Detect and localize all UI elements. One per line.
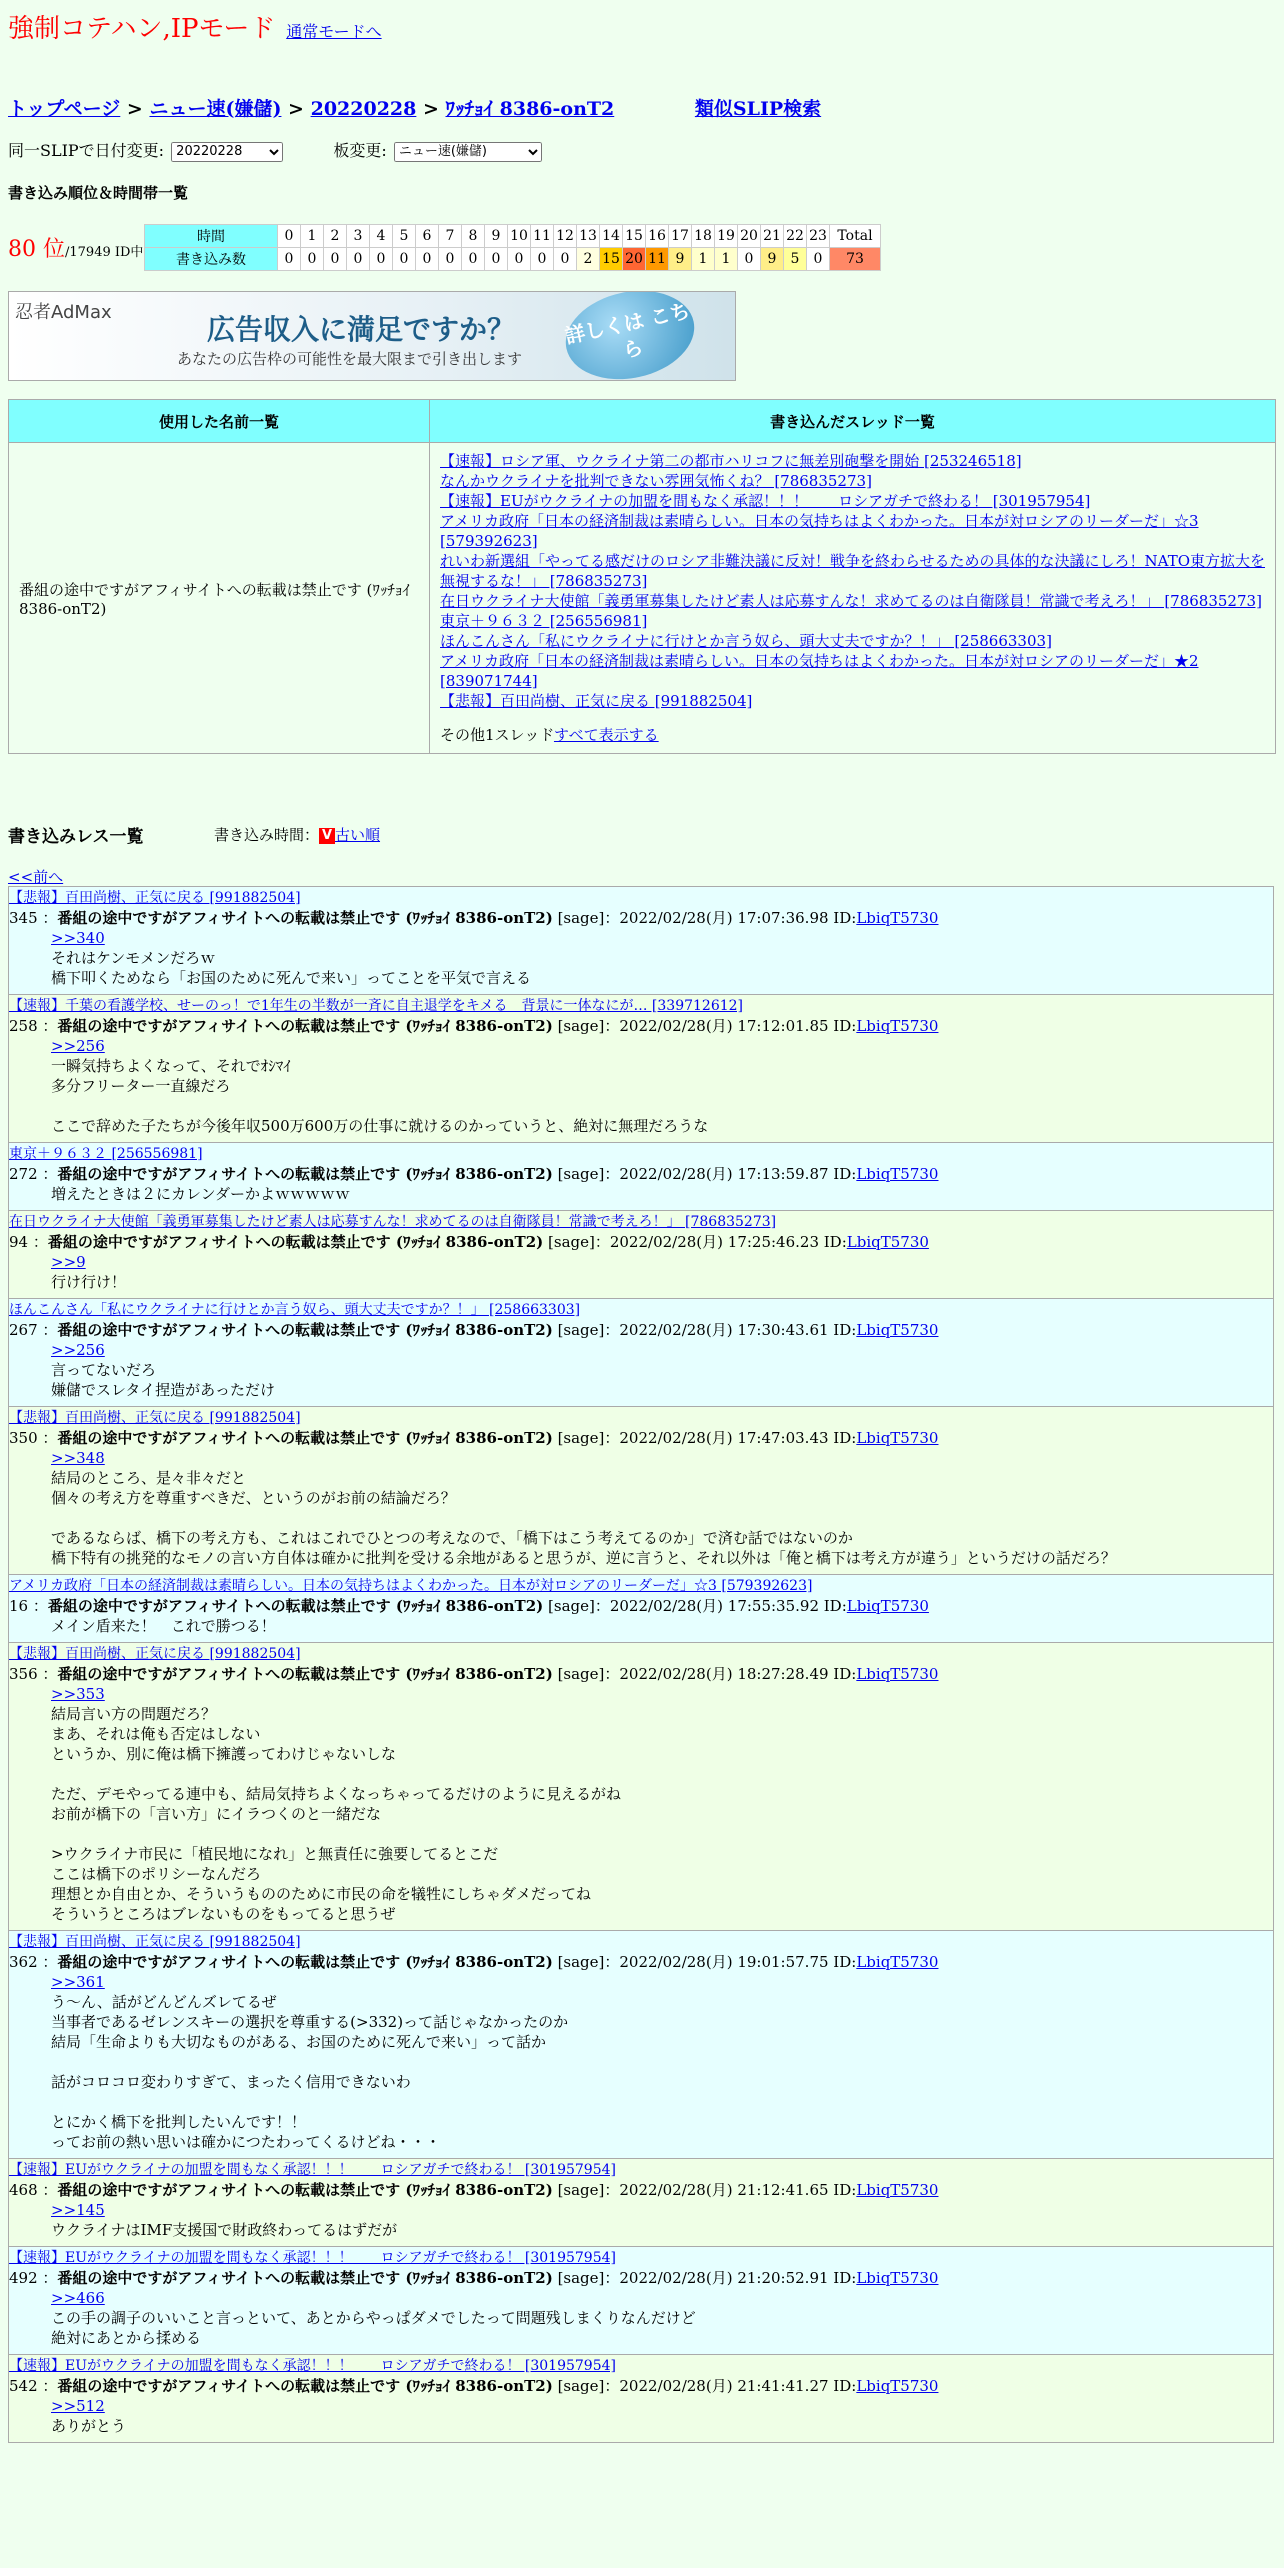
post-thread-link[interactable]: アメリカ政府「日本の経済制裁は素晴らしい。日本の気持ちはよくわかった。日本が対ロシアのリーダーだ」☆3 [579392623] [9, 1578, 813, 1594]
post-id-link[interactable]: LbiqT5730 [856, 1165, 939, 1183]
post-author: 番組の途中ですがアフィサイトへの転載は禁止です (ﾜｯﾁｮｲ 8386-onT2) [47, 1233, 544, 1251]
count-cell: 1 [692, 248, 715, 271]
thread-link[interactable]: 【速報】ロシア軍、ウクライナ第二の都市ハリコフに無差別砲撃を開始 [253246518] [440, 452, 1022, 470]
thread-link[interactable]: アメリカ政府「日本の経済制裁は素晴らしい。日本の気持ちはよくわかった。日本が対ロシアのリーダーだ」★2 [839071744] [440, 652, 1199, 690]
post-thread-link[interactable]: 【速報】EUがウクライナの加盟を間もなく承認！！！ ロシアガチで終わる！ [301957954] [9, 2358, 616, 2374]
post-body: 一瞬気持ちよくなって、それでｵｼﾏｲ 多分フリーター一直線だろ ここで辞めた子たちが今後年収500万600万の仕事に就けるのかっていうと、絶対に無理だろうな [51, 1057, 709, 1135]
post-item [8, 1142, 1274, 1211]
ranking-heading: 書き込み順位＆時間帯一覧 [8, 184, 189, 202]
count-cell: 0 [324, 248, 347, 271]
hour-table [8, 224, 881, 271]
post-author: 番組の途中ですがアフィサイトへの転載は禁止です (ﾜｯﾁｮｲ 8386-onT2) [57, 2269, 553, 2287]
post-id-link[interactable]: LbiqT5730 [856, 2377, 939, 2395]
post-header: 267 ：番組の途中ですがアフィサイトへの転載は禁止です (ﾜｯﾁｮｲ 8386-onT2) [sage]：2022/02/28(月) 17:30:43.61 ID:LbiqT5730 [9, 1321, 939, 1339]
count-cell: 15 [600, 248, 623, 271]
post-meta: [sage]：2022/02/28(月) 21:20:52.91 ID: [552, 2269, 857, 2287]
hour-cell: 1 [301, 225, 324, 248]
post-body: ウクライナはIMF支援国で財政終わってるはずだが [51, 2221, 398, 2239]
post-id-link[interactable]: LbiqT5730 [856, 2181, 939, 2199]
post-number: 492 [9, 2269, 38, 2287]
count-cell: 2 [577, 248, 600, 271]
ad-banner[interactable] [8, 291, 736, 381]
reply-anchor-link[interactable]: >>340 [51, 929, 105, 947]
post-number: 542 [9, 2377, 38, 2395]
breadcrumb: トップページ > ニュー速(嫌儲) > 20220228 > ﾜｯﾁｮｲ 8386-onT2 類似SLIP検索 [8, 98, 822, 120]
post-number: 356 [9, 1665, 38, 1683]
reply-anchor-link[interactable]: >>466 [51, 2289, 105, 2307]
post-body: 結局のところ、是々非々だと 個々の考え方を尊重すべきだ、というのがお前の結論だろ？ であるならば、橋下の考え方も、これはこれでひとつの考えなので、「橋下はこう考えてるのか」で済む話ではないのか 橋下特有の挑発的なモノの言い方自体は確かに批判を受ける余地があると思うが、逆に言うと、それ以外は「俺と橋下は考え方が違う」というだけの話だろ？ [51, 1469, 1116, 1567]
reply-anchor-link[interactable]: >>256 [51, 1341, 105, 1359]
hour-cell: 21 [761, 225, 784, 248]
thread-list [430, 443, 1276, 754]
post-thread-link[interactable]: 【悲報】百田尚樹、正気に戻る [991882504] [9, 1410, 301, 1426]
post-thread-link[interactable]: 【悲報】百田尚樹、正気に戻る [991882504] [9, 1646, 301, 1662]
count-cell: 9 [669, 248, 692, 271]
hour-cell: 17 [669, 225, 692, 248]
post-body: 結局言い方の問題だろ？ まあ、それは俺も否定はしない というか、別に俺は橋下擁護ってわけじゃないしな ただ、デモやってる連中も、結局気持ちよくなっちゃってるだけのように見えるがね お前が橋下の「言い方」にイラつくのと一緒だな >ウクライナ市民に「植民地になれ」と無責任に強要してるとこだ ここは橋下のポリシーなんだろ 理想とか自由とか、そういうもののために市民の命を犠牲にしちゃダメだってね そういうところはブレないものをもってると思うぜ [51, 1705, 622, 1923]
more-threads: その他1スレッドすべて表示する [440, 726, 659, 744]
v-icon: V [319, 828, 335, 844]
time-order: 書き込み時間： V 古い順 [214, 826, 381, 844]
post-item [8, 1574, 1274, 1643]
post-item [8, 2354, 1274, 2443]
post-body: この手の調子のいいこと言っといて、あとからやっぱダメでしたって問題残しまくりなんだけど 絶対にあとから揉める [51, 2309, 696, 2347]
post-header: 16 ：番組の途中ですがアフィサイトへの転載は禁止です (ﾜｯﾁｮｲ 8386-onT2) [sage]：2022/02/28(月) 17:55:35.92 ID:LbiqT5730 [9, 1597, 929, 1615]
count-cell: 73 [830, 248, 881, 271]
ad-details-button[interactable]: 詳しくは こちら [557, 291, 702, 381]
count-cell: 0 [393, 248, 416, 271]
count-cell: 0 [508, 248, 531, 271]
post-item [8, 1406, 1274, 1575]
post-item [8, 1210, 1274, 1299]
post-header: 542 ：番組の途中ですがアフィサイトへの転載は禁止です (ﾜｯﾁｮｲ 8386-onT2) [sage]：2022/02/28(月) 21:41:41.27 ID:LbiqT5730 [9, 2377, 939, 2395]
post-meta: [sage]：2022/02/28(月) 21:41:41.27 ID: [552, 2377, 857, 2395]
page-title: 強制コテハン,IPモード [8, 14, 276, 44]
post-author: 番組の途中ですがアフィサイトへの転載は禁止です (ﾜｯﾁｮｲ 8386-onT2) [57, 1665, 553, 1683]
post-number: 468 [9, 2181, 38, 2199]
post-meta: [sage]：2022/02/28(月) 17:30:43.61 ID: [552, 1321, 857, 1339]
post-number: 258 [9, 1017, 38, 1035]
post-author: 番組の途中ですがアフィサイトへの転載は禁止です (ﾜｯﾁｮｲ 8386-onT2) [47, 1597, 544, 1615]
count-cell: 0 [738, 248, 761, 271]
thread-link[interactable]: 東京＋９６３２ [256556981] [440, 612, 648, 630]
hour-cell: Total [830, 225, 881, 248]
rank-cell [8, 225, 145, 271]
reply-anchor-link[interactable]: >>256 [51, 1037, 105, 1055]
post-item [8, 2246, 1274, 2355]
post-thread-link[interactable]: 【悲報】百田尚樹、正気に戻る [991882504] [9, 1934, 301, 1950]
board-select-label: 板変更: [333, 141, 387, 160]
prev-page-link[interactable]: <<前へ [8, 868, 64, 886]
thread-link[interactable]: アメリカ政府「日本の経済制裁は素晴らしい。日本の気持ちはよくわかった。日本が対ロシアのリーダーだ」☆3 [579392623] [440, 512, 1199, 550]
post-author: 番組の途中ですがアフィサイトへの転載は禁止です (ﾜｯﾁｮｲ 8386-onT2) [57, 2181, 553, 2199]
hour-cell: 2 [324, 225, 347, 248]
thread-link[interactable]: 【悲報】百田尚樹、正気に戻る [991882504] [440, 692, 753, 710]
post-author: 番組の途中ですがアフィサイトへの転載は禁止です (ﾜｯﾁｮｲ 8386-onT2) [57, 1165, 553, 1183]
post-header: 492 ：番組の途中ですがアフィサイトへの転載は禁止です (ﾜｯﾁｮｲ 8386-onT2) [sage]：2022/02/28(月) 21:20:52.91 ID:LbiqT5730 [9, 2269, 939, 2287]
breadcrumb-slip[interactable]: ﾜｯﾁｮｲ 8386-onT2 [445, 98, 615, 120]
breadcrumb-top[interactable]: トップページ [8, 98, 121, 120]
post-body: メイン盾来た！ これで勝つる！ [51, 1617, 276, 1635]
post-body: 行け行け！ [51, 1273, 127, 1291]
post-number: 362 [9, 1953, 38, 1971]
post-list [8, 887, 1274, 2443]
post-item [8, 886, 1274, 995]
ad-headline: 広告収入に満足ですか？ [207, 313, 516, 346]
count-cell: 0 [485, 248, 508, 271]
hour-cell: 3 [347, 225, 370, 248]
threads-header: 書き込んだスレッド一覧 [430, 400, 1276, 443]
post-meta: [sage]：2022/02/28(月) 17:13:59.87 ID: [552, 1165, 857, 1183]
thread-link[interactable]: なんかウクライナを批判できない雰囲気怖くね？ [786835273] [440, 472, 872, 490]
hour-cell: 8 [462, 225, 485, 248]
post-thread-link[interactable]: 東京＋９６３２ [256556981] [9, 1146, 203, 1162]
post-item [8, 994, 1274, 1143]
post-body: う～ん、話がどんどんズレてるぜ 当事者であるゼレンスキーの選択を尊重する(>332)って話じゃなかったのか 結局「生命よりも大切なものがある、お国のために死んで来い」って話か 話がコロコロ変わりすぎて、まったく信用できないわ とにかく橋下を批判したいんです！！ ってお前の熱い思いは確かにつたわってくるけどね・・・ [51, 1993, 569, 2151]
post-meta: [sage]：2022/02/28(月) 19:01:57.75 ID: [552, 1953, 857, 1971]
hour-cell: 16 [646, 225, 669, 248]
post-item [8, 1298, 1274, 1407]
board-select[interactable] [394, 142, 542, 162]
post-header: 356 ：番組の途中ですがアフィサイトへの転載は禁止です (ﾜｯﾁｮｲ 8386-onT2) [sage]：2022/02/28(月) 18:27:28.49 ID:LbiqT5730 [9, 1665, 939, 1683]
similar-slip-link[interactable]: 類似SLIP検索 [694, 98, 822, 120]
names-threads-table [8, 399, 1276, 754]
post-meta: [sage]：2022/02/28(月) 17:55:35.92 ID: [543, 1597, 847, 1615]
reply-anchor-link[interactable]: >>361 [51, 1973, 105, 1991]
post-id-link[interactable]: LbiqT5730 [856, 909, 939, 927]
count-cell: 5 [784, 248, 807, 271]
rank-value: 80 位 [8, 237, 65, 262]
thread-link[interactable]: れいわ新選組「やってる感だけのロシア非難決議に反対！戦争を終わらせるための具体的な決議にしろ！NATO東方拡大を無視するな！」 [786835273] [440, 552, 1265, 590]
post-header: 272 ：番組の途中ですがアフィサイトへの転載は禁止です (ﾜｯﾁｮｲ 8386-onT2) [sage]：2022/02/28(月) 17:13:59.87 ID:LbiqT5730 [9, 1165, 939, 1183]
post-id-link[interactable]: LbiqT5730 [856, 1017, 939, 1035]
reply-anchor-link[interactable]: >>145 [51, 2201, 105, 2219]
rank-total: /17949 ID中 [65, 245, 144, 260]
ad-logo: 忍者AdMax [15, 302, 112, 323]
reply-anchor-link[interactable]: >>9 [51, 1253, 86, 1271]
post-item [8, 1642, 1274, 1931]
post-header: 345 ：番組の途中ですがアフィサイトへの転載は禁止です (ﾜｯﾁｮｲ 8386-onT2) [sage]：2022/02/28(月) 17:07:36.98 ID:LbiqT5730 [9, 909, 939, 927]
count-cell: 0 [370, 248, 393, 271]
post-author: 番組の途中ですがアフィサイトへの転載は禁止です (ﾜｯﾁｮｲ 8386-onT2) [57, 909, 553, 927]
post-header: 350 ：番組の途中ですがアフィサイトへの転載は禁止です (ﾜｯﾁｮｲ 8386-onT2) [sage]：2022/02/28(月) 17:47:03.43 ID:LbiqT5730 [9, 1429, 939, 1447]
hour-cell: 15 [623, 225, 646, 248]
post-author: 番組の途中ですがアフィサイトへの転載は禁止です (ﾜｯﾁｮｲ 8386-onT2) [57, 1017, 553, 1035]
count-cell: 0 [462, 248, 485, 271]
posts-heading: 書き込みレス一覧 [8, 827, 144, 847]
date-select[interactable] [171, 142, 283, 162]
thread-link[interactable]: 在日ウクライナ大使館「義勇軍募集したけど素人は応募すんな！求めてるのは自衛隊員！常識で考えろ！」 [786835273] [440, 592, 1262, 610]
post-meta: [sage]：2022/02/28(月) 17:25:46.23 ID: [543, 1233, 847, 1251]
post-id-link[interactable]: LbiqT5730 [846, 1597, 929, 1615]
post-header: 258 ：番組の途中ですがアフィサイトへの転載は禁止です (ﾜｯﾁｮｲ 8386-onT2) [sage]：2022/02/28(月) 17:12:01.85 ID:LbiqT5730 [9, 1017, 939, 1035]
post-thread-link[interactable]: ほんこんさん「私にウクライナに行けとか言う奴ら、頭大丈夫ですか？！」 [258663303] [9, 1302, 581, 1318]
post-id-link[interactable]: LbiqT5730 [856, 1953, 939, 1971]
post-number: 272 [9, 1165, 38, 1183]
count-row-label: 書き込み数 [145, 248, 278, 271]
count-cell: 0 [347, 248, 370, 271]
post-author: 番組の途中ですがアフィサイトへの転載は禁止です (ﾜｯﾁｮｲ 8386-onT2) [57, 1429, 553, 1447]
reply-anchor-link[interactable]: >>348 [51, 1449, 105, 1467]
oldest-order-link[interactable]: 古い順 [335, 826, 381, 844]
date-select-label: 同一SLIPで日付変更: [8, 141, 165, 160]
breadcrumb-board[interactable]: ニュー速(嫌儲) [149, 98, 282, 120]
post-header: 468 ：番組の途中ですがアフィサイトへの転載は禁止です (ﾜｯﾁｮｲ 8386-onT2) [sage]：2022/02/28(月) 21:12:41.65 ID:LbiqT5730 [9, 2181, 939, 2199]
post-thread-link[interactable]: 【悲報】百田尚樹、正気に戻る [991882504] [9, 890, 301, 906]
thread-link[interactable]: 【速報】EUがウクライナの加盟を間もなく承認！！！ ロシアガチで終わる！ [301957954] [440, 492, 1091, 510]
post-id-link[interactable]: LbiqT5730 [856, 1429, 939, 1447]
post-number: 94 [9, 1233, 29, 1251]
hour-cell: 19 [715, 225, 738, 248]
post-thread-link[interactable]: 在日ウクライナ大使館「義勇軍募集したけど素人は応募すんな！求めてるのは自衛隊員！常識で考えろ！」 [786835273] [9, 1214, 777, 1230]
count-cell: 11 [646, 248, 669, 271]
selector-row [8, 138, 542, 162]
count-cell: 20 [623, 248, 646, 271]
count-cell: 9 [761, 248, 784, 271]
count-cell: 0 [301, 248, 324, 271]
hour-cell: 10 [508, 225, 531, 248]
hour-cell: 22 [784, 225, 807, 248]
hour-cell: 14 [600, 225, 623, 248]
post-meta: [sage]：2022/02/28(月) 17:12:01.85 ID: [552, 1017, 857, 1035]
thread-link[interactable]: ほんこんさん「私にウクライナに行けとか言う奴ら、頭大丈夫ですか？！」 [258663303] [440, 632, 1052, 650]
post-item [8, 1930, 1274, 2159]
post-author: 番組の途中ですがアフィサイトへの転載は禁止です (ﾜｯﾁｮｲ 8386-onT2) [57, 1321, 553, 1339]
post-number: 267 [9, 1321, 38, 1339]
count-cell: 0 [416, 248, 439, 271]
post-id-link[interactable]: LbiqT5730 [856, 1665, 939, 1683]
count-cell: 0 [278, 248, 301, 271]
reply-anchor-link[interactable]: >>353 [51, 1685, 105, 1703]
count-cell: 0 [439, 248, 462, 271]
post-thread-link[interactable]: 【速報】EUがウクライナの加盟を間もなく承認！！！ ロシアガチで終わる！ [301957954] [9, 2250, 616, 2266]
normal-mode-link[interactable]: 通常モードへ [286, 22, 382, 41]
hour-cell: 5 [393, 225, 416, 248]
post-meta: [sage]：2022/02/28(月) 17:07:36.98 ID: [552, 909, 857, 927]
hour-cell: 20 [738, 225, 761, 248]
post-meta: [sage]：2022/02/28(月) 21:12:41.65 ID: [552, 2181, 857, 2199]
count-cell: 0 [554, 248, 577, 271]
post-body: 言ってないだろ 嫌儲でスレタイ捏造があっただけ [51, 1361, 275, 1399]
hour-cell: 9 [485, 225, 508, 248]
post-number: 16 [9, 1597, 29, 1615]
post-header: 362 ：番組の途中ですがアフィサイトへの転載は禁止です (ﾜｯﾁｮｲ 8386-onT2) [sage]：2022/02/28(月) 19:01:57.75 ID:LbiqT5730 [9, 1953, 939, 1971]
post-id-link[interactable]: LbiqT5730 [846, 1233, 929, 1251]
post-item [8, 2158, 1274, 2247]
post-number: 350 [9, 1429, 38, 1447]
count-cell: 0 [807, 248, 830, 271]
post-header: 94 ：番組の途中ですがアフィサイトへの転載は禁止です (ﾜｯﾁｮｲ 8386-onT2) [sage]：2022/02/28(月) 17:25:46.23 ID:LbiqT5730 [9, 1233, 929, 1251]
post-thread-link[interactable]: 【速報】千葉の看護学校、せーのっ！で1年生の半数が一斉に自主退学をキメる 背景に一体なにが… [339712612] [9, 998, 744, 1014]
breadcrumb-date[interactable]: 20220228 [310, 98, 417, 120]
hour-cell: 23 [807, 225, 830, 248]
count-cell: 0 [531, 248, 554, 271]
hour-cell: 12 [554, 225, 577, 248]
post-body: それはケンモメンだろｗ 橋下叩くためなら「お国のために死んで来い」ってことを平気で言える [51, 949, 532, 987]
ad-subtext: あなたの広告枠の可能性を最大限まで引き出します [177, 350, 523, 368]
post-body: ありがとう [51, 2417, 127, 2435]
show-all-link[interactable]: すべて表示する [553, 726, 659, 744]
post-meta: [sage]：2022/02/28(月) 18:27:28.49 ID: [552, 1665, 857, 1683]
post-id-link[interactable]: LbiqT5730 [856, 2269, 939, 2287]
used-name: 番組の途中ですがアフィサイトへの転載は禁止です (ﾜｯﾁｮｲ 8386-onT2) [9, 443, 430, 754]
hour-cell: 0 [278, 225, 301, 248]
post-author: 番組の途中ですがアフィサイトへの転載は禁止です (ﾜｯﾁｮｲ 8386-onT2) [57, 2377, 553, 2395]
names-header: 使用した名前一覧 [9, 400, 430, 443]
post-thread-link[interactable]: 【速報】EUがウクライナの加盟を間もなく承認！！！ ロシアガチで終わる！ [301957954] [9, 2162, 616, 2178]
hour-cell: 13 [577, 225, 600, 248]
time-row-label: 時間 [145, 225, 278, 248]
hour-cell: 7 [439, 225, 462, 248]
hour-cell: 4 [370, 225, 393, 248]
reply-anchor-link[interactable]: >>512 [51, 2397, 105, 2415]
hour-cell: 11 [531, 225, 554, 248]
hour-cell: 18 [692, 225, 715, 248]
post-number: 345 [9, 909, 38, 927]
post-author: 番組の途中ですがアフィサイトへの転載は禁止です (ﾜｯﾁｮｲ 8386-onT2) [57, 1953, 553, 1971]
post-meta: [sage]：2022/02/28(月) 17:47:03.43 ID: [552, 1429, 857, 1447]
count-cell: 1 [715, 248, 738, 271]
page-header [8, 8, 382, 45]
hour-cell: 6 [416, 225, 439, 248]
post-id-link[interactable]: LbiqT5730 [856, 1321, 939, 1339]
post-body: 増えたときは２にカレンダーかよｗｗｗｗｗ [51, 1185, 351, 1203]
